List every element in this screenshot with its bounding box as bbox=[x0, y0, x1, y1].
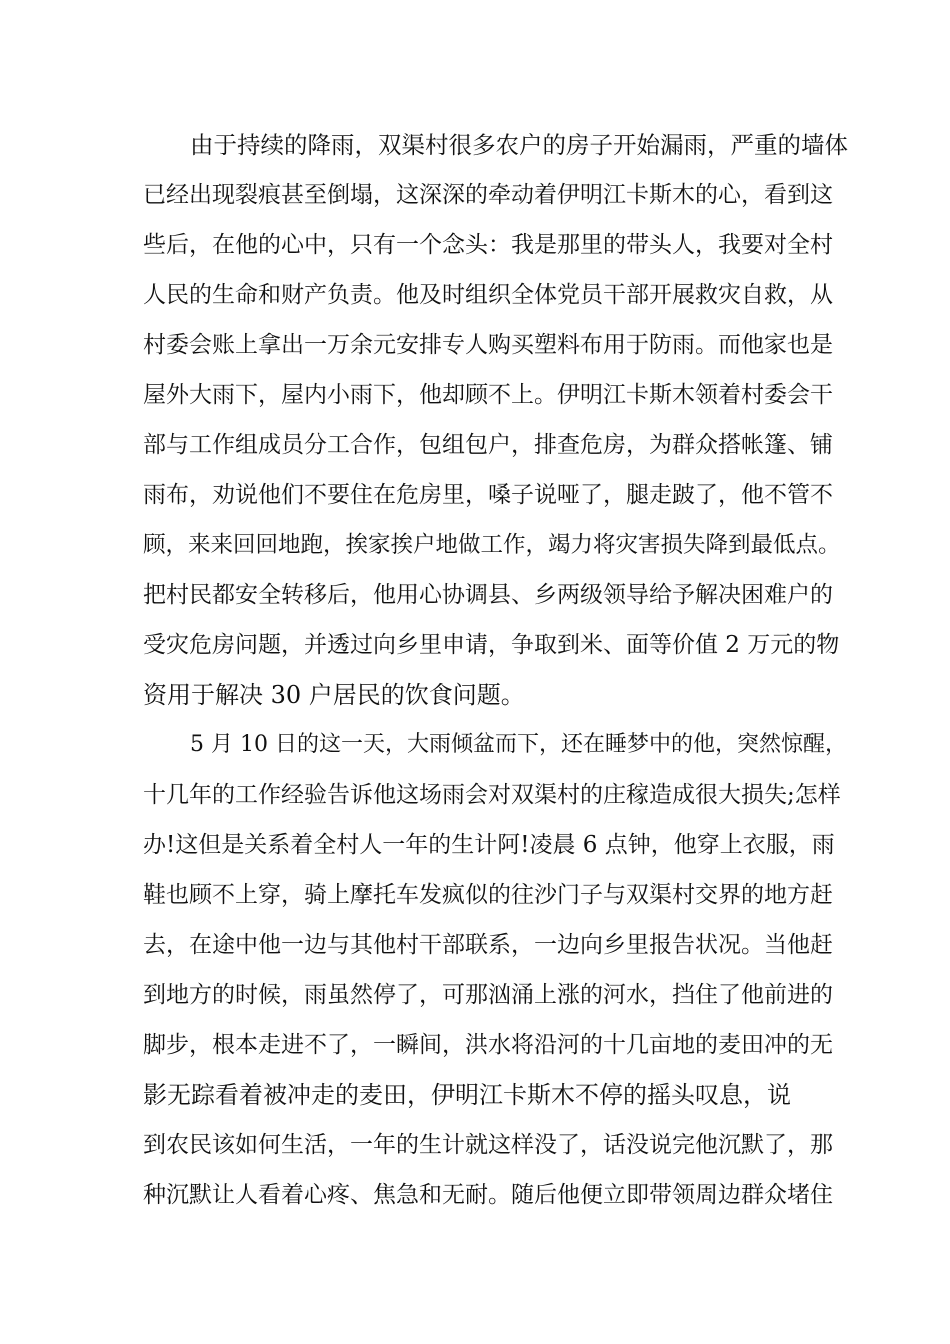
paragraph-2-line-8: 影无踪看着被冲走的麦田，伊明江卡斯木不停的摇头叹息，说 bbox=[143, 1081, 791, 1109]
paragraph-1-line-2: 已经出现裂痕甚至倒塌，这深深的牵动着伊明江卡斯木的心，看到这 bbox=[143, 182, 833, 208]
paragraph-1-line-10: 把村民都安全转移后，他用心协调县、乡两级领导给予解决困难户的 bbox=[143, 582, 833, 608]
paragraph-1-line-5: 村委会账上拿出一万余元安排专人购买塑料布用于防雨。而他家也是 bbox=[143, 332, 833, 358]
paragraph-1-line-9: 顾，来来回回地跑，挨家挨户地做工作，竭力将灾害损失降到最低点。 bbox=[143, 532, 841, 558]
paragraph-2-line-7: 脚步，根本走进不了，一瞬间，洪水将沿河的十几亩地的麦田冲的无 bbox=[143, 1032, 833, 1058]
paragraph-2-line-3: 办!这但是关系着全村人一年的生计阿!凌晨 6 点钟，他穿上衣服，雨 bbox=[143, 832, 835, 858]
paragraph-1-line-3: 些后，在他的心中，只有一个念头：我是那里的带头人，我要对全村 bbox=[143, 232, 833, 258]
paragraph-1-line-8: 雨布，劝说他们不要住在危房里，嗓子说哑了，腿走跛了，他不管不 bbox=[143, 482, 833, 508]
paragraph-1-line-7: 部与工作组成员分工合作，包组包户，排查危房，为群众搭帐篷、铺 bbox=[143, 432, 833, 458]
paragraph-2-line-5: 去，在途中他一边与其他村干部联系，一边向乡里报告状况。当他赶 bbox=[143, 932, 833, 958]
paragraph-1-line-6: 屋外大雨下，屋内小雨下，他却顾不上。伊明江卡斯木领着村委会干 bbox=[143, 382, 833, 408]
paragraph-2-line-9: 到农民该如何生活，一年的生计就这样没了，话没说完他沉默了，那 bbox=[143, 1132, 833, 1158]
paragraph-2-line-10: 种沉默让人看着心疼、焦急和无耐。随后他便立即带领周边群众堵住 bbox=[143, 1182, 833, 1208]
paragraph-2-line-1: 5 月 10 日的这一天，大雨倾盆而下，还在睡梦中的他，突然惊醒， bbox=[190, 732, 847, 757]
paragraph-1-line-12: 资用于解决 30 户居民的饮食问题。 bbox=[143, 681, 525, 709]
paragraph-1-line-1: 由于持续的降雨，双渠村很多农户的房子开始漏雨，严重的墙体 bbox=[190, 131, 848, 159]
paragraph-2-line-4: 鞋也顾不上穿，骑上摩托车发疯似的往沙门子与双渠村交界的地方赶 bbox=[143, 882, 833, 908]
paragraph-2-line-2: 十几年的工作经验告诉他这场雨会对双渠村的庄稼造成很大损失;怎样 bbox=[143, 782, 841, 808]
paragraph-2-line-6: 到地方的时候，雨虽然停了，可那汹涌上涨的河水，挡住了他前进的 bbox=[143, 982, 833, 1008]
paragraph-1-line-4: 人民的生命和财产负责。他及时组织全体党员干部开展救灾自救，从 bbox=[143, 282, 833, 308]
paragraph-1-line-11: 受灾危房问题，并透过向乡里申请，争取到米、面等价值 2 万元的物 bbox=[143, 632, 840, 658]
